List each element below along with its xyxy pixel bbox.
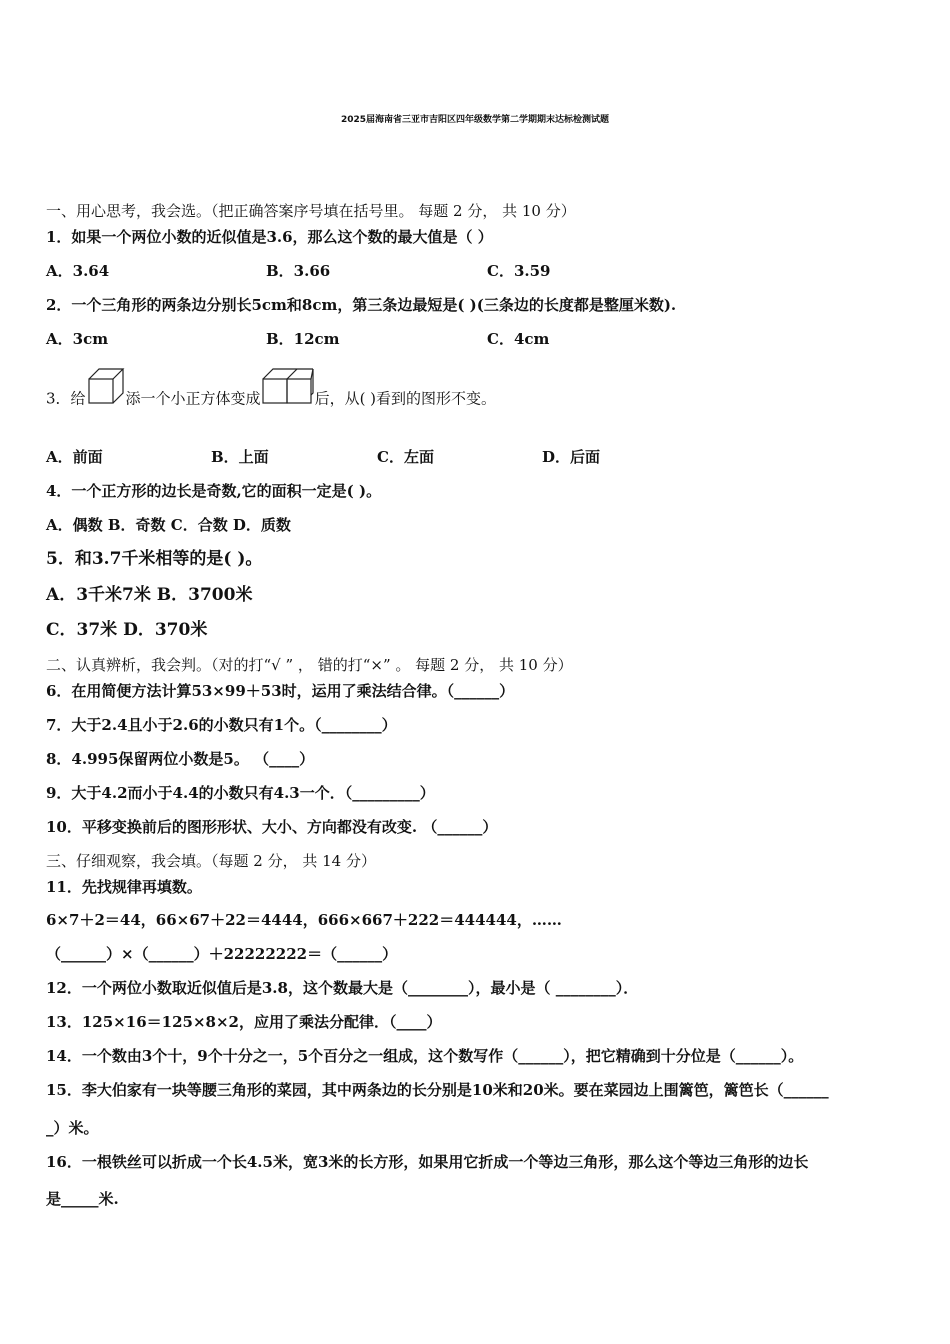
q3-middle: 添一个小正方体变成	[125, 389, 261, 408]
q11-stem: 11．先找规律再填数。	[46, 878, 202, 896]
section2-heading: 二、认真辨析，我会判。（对的打“√ ” ， 错的打“×” 。 每题 2 分， 共 10 分）	[46, 656, 573, 674]
q3-option-b: B．上面	[211, 448, 269, 466]
q13: 13．125×16＝125×8×2，应用了乘法分配律．（____）	[46, 1013, 442, 1031]
q2-option-a: A．3cm	[46, 330, 109, 348]
q14: 14．一个数由3个十，9个十分之一，5个百分之一组成，这个数写作（______），把它精确到十分位是（______）。	[46, 1047, 804, 1065]
q4-options: A．偶数 B．奇数 C．合数 D．质数	[46, 516, 291, 534]
q3-option-d: D．后面	[542, 448, 601, 466]
q1-option-a: A．3.64	[46, 262, 110, 280]
q2-option-b: B．12cm	[266, 330, 340, 348]
page-title: 2025届海南省三亚市吉阳区四年级数学第二学期期末达标检测试题	[340, 115, 610, 125]
q16-line1: 16．一根铁丝可以折成一个长4.5米，宽3米的长方形，如果用它折成一个等边三角形，那么这个等边三角形的边长	[46, 1153, 809, 1171]
q12: 12．一个两位小数取近似值后是3.8，这个数最大是（________），最小是（ ________）．	[46, 979, 639, 997]
q1-option-c: C．3.59	[487, 262, 551, 280]
q5-options-line1: A．3千米7米 B．3700米	[46, 585, 253, 605]
q11-pattern: 6×7＋2＝44，66×67＋22＝4444，666×667＋222＝444444，……	[46, 911, 562, 929]
q15-line1: 15．李大伯家有一块等腰三角形的菜园，其中两条边的长分别是10米和20米。要在菜园边上围篱笆，篱笆长（______	[46, 1081, 829, 1099]
q7: 7．大于2.4且小于2.6的小数只有1个。（________）	[46, 716, 397, 734]
q15-line2: _）米。	[46, 1119, 99, 1137]
q3-option-c: C．左面	[377, 448, 434, 466]
q3-suffix: 后，从( )看到的图形不变。	[314, 389, 497, 408]
q9: 9．大于4.2而小于4.4的小数只有4.3一个．（_________）	[46, 784, 435, 802]
section3-heading: 三、仔细观察，我会填。（每题 2 分， 共 14 分）	[46, 852, 376, 870]
q10: 10．平移变换前后的图形形状、大小、方向都没有改变. （______）	[46, 818, 498, 836]
q16-line2: 是_____米.	[46, 1190, 119, 1208]
q1-stem: 1．如果一个两位小数的近似值是3.6，那么这个数的最大值是（ ）	[46, 228, 493, 246]
q11-blank: （______）×（______）＋22222222＝（______）	[46, 945, 398, 963]
q1-option-b: B．3.66	[266, 262, 331, 280]
q5-options-line2: C．37米 D．370米	[46, 620, 208, 640]
q2-option-c: C．4cm	[487, 330, 550, 348]
q6: 6．在用简便方法计算53×99＋53时，运用了乘法结合律。（______）	[46, 682, 515, 700]
q3-stem	[46, 388, 496, 411]
q2-stem: 2．一个三角形的两条边分别长5cm和8cm，第三条边最短是( )(三条边的长度都是整厘米数).	[46, 296, 677, 314]
q3-prefix: 3．给	[46, 389, 86, 408]
section1-heading: 一、用心思考，我会选。（把正确答案序号填在括号里。 每题 2 分， 共 10 分）	[46, 202, 576, 220]
q3-option-a: A．前面	[46, 448, 103, 466]
q5-stem: 5．和3.7千米相等的是( )。	[46, 549, 263, 569]
single-cube-figure	[86, 366, 126, 411]
q8: 8．4.995保留两位小数是5。 （____）	[46, 750, 315, 768]
two-cubes-figure	[261, 366, 315, 411]
q4-stem: 4．一个正方形的边长是奇数,它的面积一定是( )。	[46, 482, 382, 500]
